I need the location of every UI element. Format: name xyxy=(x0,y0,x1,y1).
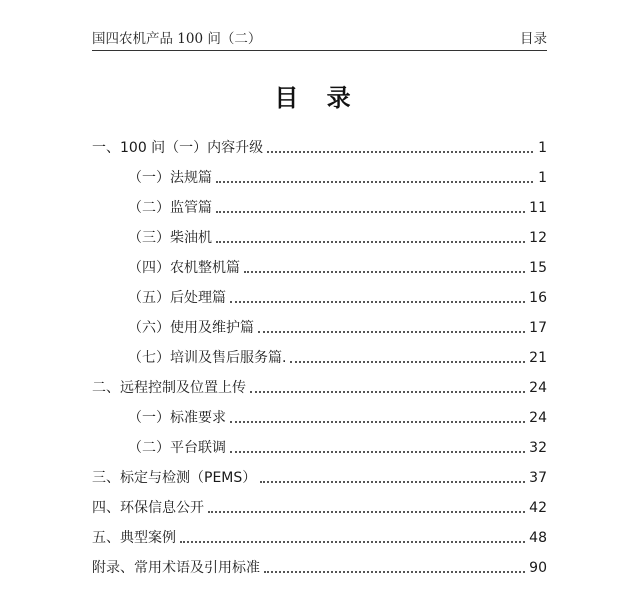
toc-entry-page: 32 xyxy=(529,440,547,456)
toc-entry[interactable] xyxy=(92,466,547,488)
toc-entry[interactable] xyxy=(128,346,547,368)
toc-leader-dots xyxy=(244,271,525,273)
toc-entry[interactable] xyxy=(92,526,547,548)
toc-entry-label: （五）后处理篇 xyxy=(128,290,226,306)
toc-entry-page: 16 xyxy=(529,290,547,306)
toc-leader-dots xyxy=(258,331,525,333)
toc-leader-dots xyxy=(216,241,525,243)
toc-entry[interactable] xyxy=(128,436,547,458)
toc-leader-dots xyxy=(216,181,533,183)
toc-entry[interactable] xyxy=(128,256,547,278)
toc-leader-dots xyxy=(230,301,525,303)
toc-entry-label: 三、标定与检测（PEMS） xyxy=(92,470,257,486)
toc-entry-page: 21 xyxy=(529,350,547,366)
toc-leader-dots xyxy=(260,481,525,483)
toc-leader-dots xyxy=(230,451,525,453)
toc-entry[interactable] xyxy=(92,376,547,398)
toc-leader-dots xyxy=(208,511,525,513)
toc-entry-page: 1 xyxy=(538,140,547,156)
toc-entry-label: 四、环保信息公开 xyxy=(92,500,204,516)
toc-entry[interactable] xyxy=(128,196,547,218)
page-header xyxy=(92,28,547,51)
toc-entry[interactable] xyxy=(128,226,547,248)
toc-entry-label: 五、典型案例 xyxy=(92,530,176,546)
toc-leader-dots xyxy=(267,151,533,153)
toc-entry-page: 37 xyxy=(529,470,547,486)
toc-entry[interactable] xyxy=(92,556,547,578)
toc-leader-dots xyxy=(250,391,525,393)
toc-entry-label: （六）使用及维护篇 xyxy=(128,320,254,336)
toc-entry-page: 1 xyxy=(538,170,547,186)
toc-leader-dots xyxy=(264,571,525,573)
toc-entry[interactable] xyxy=(92,496,547,518)
toc-entry[interactable] xyxy=(128,316,547,338)
toc-entry-label: （一）法规篇 xyxy=(128,170,212,186)
toc-entry-page: 24 xyxy=(529,410,547,426)
toc-entry-label: （一）标准要求 xyxy=(128,410,226,426)
toc-entry-label: （四）农机整机篇 xyxy=(128,260,240,276)
toc-leader-dots xyxy=(230,421,525,423)
header-document-title: 国四农机产品 100 问（二） xyxy=(92,31,262,47)
toc-entry-label: （七）培训及售后服务篇. xyxy=(128,350,287,366)
page-title: 目 录 xyxy=(274,84,361,112)
toc-entry-page: 48 xyxy=(529,530,547,546)
toc-entry-label: 附录、常用术语及引用标准 xyxy=(92,560,260,576)
toc-leader-dots xyxy=(290,361,525,363)
toc-entry[interactable] xyxy=(128,286,547,308)
toc-entry-label: （二）平台联调 xyxy=(128,440,226,456)
header-section-name: 目录 xyxy=(520,31,547,47)
toc-entry-page: 90 xyxy=(529,560,547,576)
toc-entry[interactable] xyxy=(92,136,547,158)
toc-entry-label: 一、100 问（一）内容升级 xyxy=(92,140,264,156)
toc-entry-label: 二、远程控制及位置上传 xyxy=(92,380,246,396)
toc-leader-dots xyxy=(216,211,525,213)
toc-entry-page: 12 xyxy=(529,230,547,246)
toc-entry-label: （三）柴油机 xyxy=(128,230,212,246)
toc-entry-label: （二）监管篇 xyxy=(128,200,212,216)
toc-entry[interactable] xyxy=(128,166,547,188)
toc-entry-page: 42 xyxy=(529,500,547,516)
toc-entry-page: 24 xyxy=(529,380,547,396)
toc-entry[interactable] xyxy=(128,406,547,428)
toc-leader-dots xyxy=(180,541,525,543)
toc-entry-page: 15 xyxy=(529,260,547,276)
toc-entry-page: 17 xyxy=(529,320,547,336)
toc-entry-page: 11 xyxy=(529,200,547,216)
